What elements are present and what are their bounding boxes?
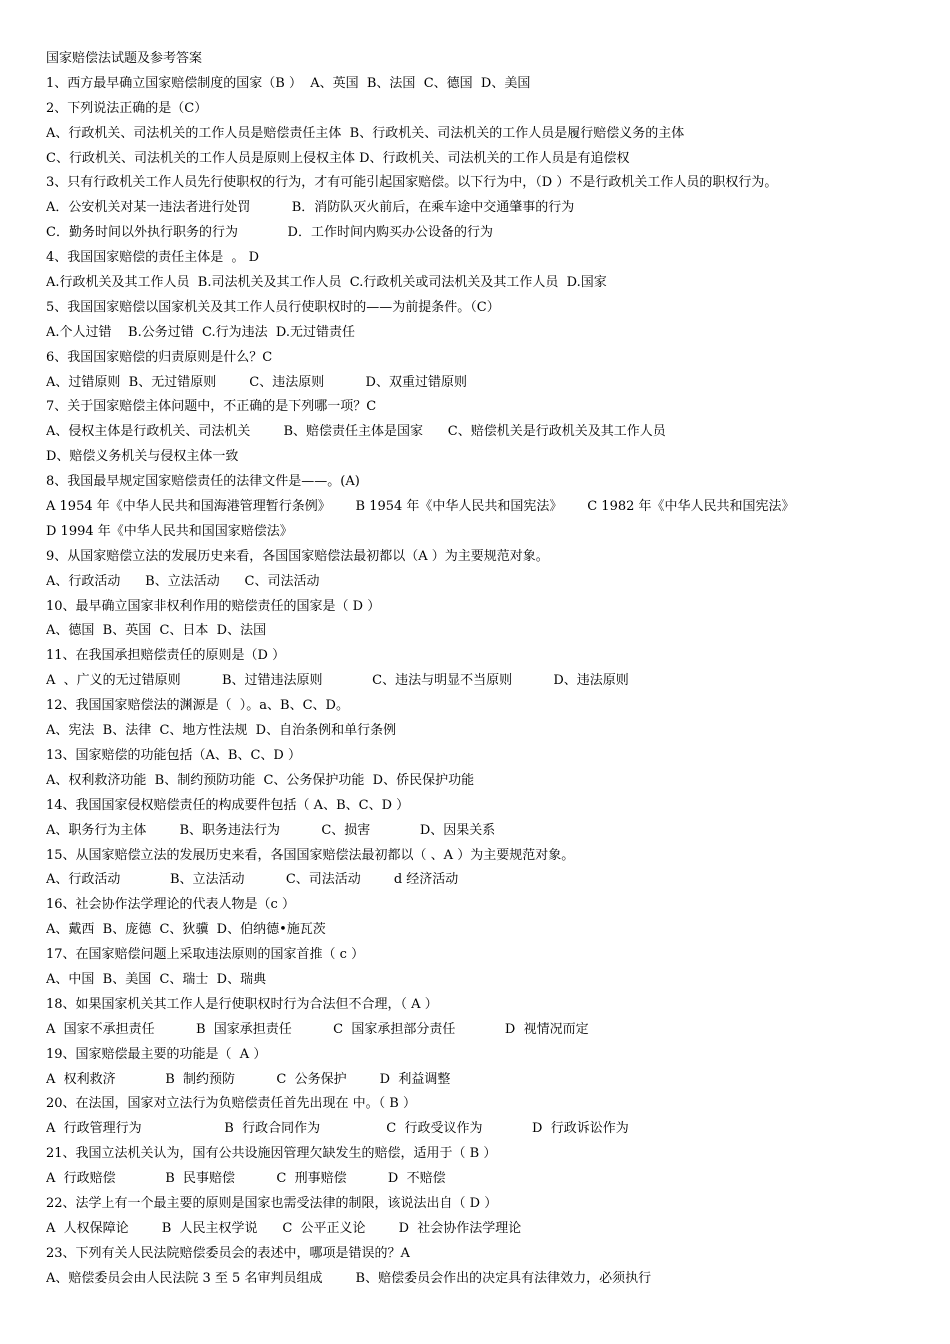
question-12-options: A、宪法 B、法律 C、地方性法规 D、自治条例和单行条例: [46, 723, 397, 739]
question-7: 7、关于国家赔偿主体问题中，不正确的是下列哪一项？C: [46, 399, 377, 415]
question-5-options: A.个人过错 B.公务过错 C.行为违法 D.无过错责任: [46, 324, 355, 340]
question-19-options: A 权利救济 B 制约预防 C 公务保护 D 利益调整: [46, 1071, 451, 1087]
question-1: 1、西方最早确立国家赔偿制度的国家（B ） A、英国 B、法国 C、德国 D、美国: [46, 75, 531, 91]
question-18: 18、如果国家机关其工作人是行使职权时行为合法但不合理，（ A ）: [46, 996, 438, 1012]
question-22: 22、法学上有一个最主要的原则是国家也需受法律的制限，该说法出自（ D ）: [46, 1195, 498, 1211]
question-5: 5、我国国家赔偿以国家机关及其工作人员行使职权时的——为前提条件。（C）: [46, 299, 500, 315]
question-12: 12、我国国家赔偿法的渊源是（ ）。a、B、C、D。: [46, 698, 349, 714]
question-20: 20、在法国，国家对立法行为负赔偿责任首先出现在 中。（ B ）: [46, 1096, 416, 1112]
question-7-options-a-c: A、侵权主体是行政机关、司法机关 B、赔偿责任主体是国家 C、赔偿机关是行政机关及其工作人员: [46, 424, 666, 440]
question-16-options: A、戴西 B、庞德 C、狄骥 D、伯纳德•施瓦茨: [46, 922, 326, 938]
question-11-options: A 、广义的无过错原则 B、过错违法原则 C、违法与明显不当原则 D、违法原则: [46, 673, 629, 689]
question-3-options-c-d: C．勤务时间以外执行职务的行为 D．工作时间内购买办公设备的行为: [46, 225, 493, 241]
question-10: 10、最早确立国家非权利作用的赔偿责任的国家是（ D ）: [46, 598, 381, 614]
question-8: 8、我国最早规定国家赔偿责任的法律文件是——。(A): [46, 474, 360, 490]
question-18-options: A 国家不承担责任 B 国家承担责任 C 国家承担部分责任 D 视情况而定: [46, 1021, 589, 1037]
question-14-options: A、职务行为主体 B、职务违法行为 C、损害 D、因果关系: [46, 822, 496, 838]
question-21-options: A 行政赔偿 B 民事赔偿 C 刑事赔偿 D 不赔偿: [46, 1171, 446, 1187]
question-19: 19、国家赔偿最主要的功能是（ A ）: [46, 1046, 267, 1062]
question-23: 23、下列有关人民法院赔偿委员会的表述中，哪项是错误的？A: [46, 1245, 410, 1261]
question-17: 17、在国家赔偿问题上采取违法原则的国家首推（ c ）: [46, 947, 365, 963]
question-14: 14、我国国家侵权赔偿责任的构成要件包括（ A、B、C、D ）: [46, 797, 410, 813]
question-10-options: A、德国 B、英国 C、日本 D、法国: [46, 623, 267, 639]
question-2-options-a-b: A、行政机关、司法机关的工作人员是赔偿责任主体 B、行政机关、司法机关的工作人员是履行赔偿义务的主体: [46, 125, 685, 141]
question-21: 21、我国立法机关认为，国有公共设施因管理欠缺发生的赔偿，适用于（ B ）: [46, 1146, 497, 1162]
question-4: 4、我国国家赔偿的责任主体是 。 D: [46, 250, 260, 266]
question-2: 2、下列说法正确的是（C）: [46, 100, 208, 116]
question-8-options-a-c: A 1954 年《中华人民共和国海港管理暂行条例》 B 1954 年《中华人民共和国宪法》 C 1982 年《中华人民共和国宪法》: [46, 499, 795, 515]
question-15-options: A、行政活动 B、立法活动 C、司法活动 d 经济活动: [46, 872, 459, 888]
question-9: 9、从国家赔偿立法的发展历史来看，各国国家赔偿法最初都以（A ）为主要规范对象。: [46, 548, 549, 564]
question-3-options-a-b: A．公安机关对某一违法者进行处罚 B．消防队灭火前后，在乘车途中交通肇事的行为: [46, 200, 575, 216]
question-11: 11、在我国承担赔偿责任的原则是（D ）: [46, 648, 286, 664]
question-20-options: A 行政管理行为 B 行政合同作为 C 行政受议作为 D 行政诉讼作为: [46, 1121, 629, 1137]
question-13: 13、国家赔偿的功能包括（A、B、C、D ）: [46, 747, 301, 763]
question-23-options-a-b: A、赔偿委员会由人民法院 3 至 5 名审判员组成 B、赔偿委员会作出的决定具有法律效力，必须执行: [46, 1270, 652, 1286]
question-13-options: A、权利救济功能 B、制约预防功能 C、公务保护功能 D、侨民保护功能: [46, 772, 475, 788]
question-7-option-d: D、赔偿义务机关与侵权主体一致: [46, 449, 239, 465]
question-9-options: A、行政活动 B、立法活动 C、司法活动: [46, 573, 320, 589]
question-3: 3、只有行政机关工作人员先行使职权的行为，才有可能引起国家赔偿。以下行为中，（D ）不是行政机关工作人员的职权行为。: [46, 175, 778, 191]
question-6: 6、我国国家赔偿的归责原则是什么？C: [46, 349, 273, 365]
question-17-options: A、中国 B、美国 C、瑞士 D、瑞典: [46, 971, 267, 987]
question-6-options: A、过错原则 B、无过错原则 C、违法原则 D、双重过错原则: [46, 374, 467, 390]
question-8-option-d: D 1994 年《中华人民共和国国家赔偿法》: [46, 523, 293, 539]
document-title: 国家赔偿法试题及参考答案: [46, 51, 203, 66]
question-15: 15、从国家赔偿立法的发展历史来看，各国国家赔偿法最初都以（ 、A ）为主要规范对象。: [46, 847, 575, 863]
question-4-options: A.行政机关及其工作人员 B.司法机关及其工作人员 C.行政机关或司法机关及其工作人员 D.国家: [46, 275, 607, 291]
question-16: 16、社会协作法学理论的代表人物是（c ）: [46, 897, 295, 913]
question-22-options: A 人权保障论 B 人民主权学说 C 公平正义论 D 社会协作法学理论: [46, 1220, 522, 1236]
question-2-options-c-d: C、行政机关、司法机关的工作人员是原则上侵权主体 D、行政机关、司法机关的工作人员是有追偿权: [46, 150, 630, 166]
